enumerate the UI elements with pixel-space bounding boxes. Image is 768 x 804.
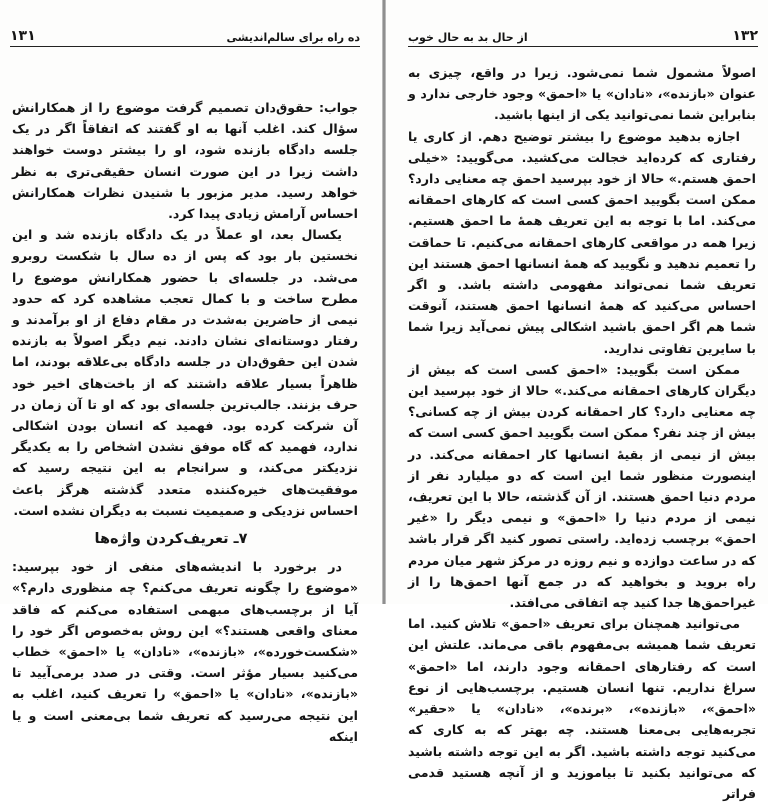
paragraph: ممکن است بگویید: «احمق کسی است که بیش از دیگران کارهای احمقانه می‌کند.» حالا از خود بپرسید این چه معنایی دارد؟ کار احمقانه کردن بیش از چه کسانی؟ بیش از چند نفر؟ ممکن است بگویید احمق کسی است که بیش از نیمی از بقیهٔ انسانها کار احمقانه می‌کند. در اینصورت منظور شما این است که دو میلیارد نفر از مردم دنیا احمق هستند. از آن گذشته، حالا با این تعریف، نیمی از مردم دنیا را «احمق» و نیمی دیگر را «غیر احمق» برچسب زده‌اید. راستی تصور کنید اگر قرار باشد که در ساعت دوازده و نیم روزه در مرکز شهر میان مردم راه بروید و بخواهید که در جمع آنها احمق‌ها را از غیراحمق‌ها جدا کنید چه اتفاقی می‌افتد. xyxy=(408,361,756,611)
paragraph: یکسال بعد، او عملاً در یک دادگاه بازنده شد و این نخستین بار بود که پس از ده سال با شکست روبرو می‌شد. در جلسه‌ای با حضور همکارانش موضوع را مطرح ساخت و با کمال تعجب مشاهده کرد که حدود نیمی از حاضرین به‌شدت در مقام دفاع از او برآمدند و رفتار دوستانه‌ای نشان دادند. نیم دیگر اصولاً به بازنده شدن این حقوق‌دان در جلسه دادگاه بی‌علاقه بودند، اما ظاهراً بسیار علاقه داشتند که از باخت‌های اخیر خود حرف بزنند. جالب‌ترین جلسه‌ای بود که او تا آن زمان در آن شرکت کرده بود. فهمید که انسان بودن اشکالی ندارد، فهمید که گاه موفق نشدن اشخاص را به یکدیگر نزدیکتر می‌کند، و سرانجام به این نتیجه رسید که موفقیت‌های خیره‌کننده متعدد گذشته هرگز باعث احساس نزدیکی و صمیمیت نسبت به دیگران نشده است. xyxy=(12,227,358,518)
paragraph: اصولاً مشمول شما نمی‌شود. زیرا در واقع، چیزی به عنوان «بازنده»، «نادان» یا «احمق» وجود خارجی ندارد و بنابراین شما نمی‌توانید یکی از اینها باشید. xyxy=(408,65,756,123)
page-number: ۱۳۲ xyxy=(732,28,758,44)
paragraph: جواب: حقوق‌دان تصمیم گرفت موضوع را از همکارانش سؤال کند. اغلب آنها به او گفتند که اتفاقاً اگر در یک جلسه دادگاه بازنده شود، او را بیشتر دوست خواهند داشت زیرا در این صورت انسان حقیقی‌تری به نظر خواهد رسید. مدیر مزبور با شنیدن نظرات همکارانش احساس آرامش زیادی پیدا کرد. xyxy=(12,100,358,222)
page-number: ۱۳۱ xyxy=(10,28,36,44)
left-page-header xyxy=(10,22,360,47)
paragraph: می‌توانید همچنان برای تعریف «احمق» تلاش کنید. اما تعریف شما همیشه بی‌مفهوم باقی می‌ماند. علتش این است که رفتارهای احمقانه وجود دارند، اما «احمق» سراغ نداریم. تنها انسان هستیم. برچسب‌هایی از نوع «احمق»، «بازنده»، «برنده»، «نادان» یا «حقیر» تجربه‌هایی بی‌معنا هستند. چه بهتر که به کاری که می‌کنید توجه داشته باشید. اگر به این توجه داشته باشید که می‌توانید بکنید تا بیاموزید و از آنچه هستید قدمی فراتر xyxy=(408,616,756,801)
right-page xyxy=(386,0,768,801)
left-page-body xyxy=(12,97,358,744)
left-page xyxy=(0,0,382,744)
running-title: از حال بد به حال خوب xyxy=(408,31,528,44)
section-heading: ۷ـ تعریف‌کردن واژه‌ها xyxy=(94,531,248,548)
right-page-body xyxy=(408,62,756,801)
right-page-header xyxy=(408,22,758,47)
paragraph: اجازه بدهید موضوع را بیشتر توضیح دهم. از کاری یا رفتاری که کرده‌اید خجالت می‌کشید. می‌گویید: «خیلی احمق هستم.» حالا از خود بپرسید احمق چه معنایی دارد؟ ممکن است بگویید احمق کسی است که کارهای احمقانه می‌کند. اما با توجه به این تعریف همهٔ ما احمق هستیم. زیرا همه در مواقعی کارهای احمقانه می‌کنیم. تا حماقت را تعمیم ندهید و نگویید که همهٔ انسانها احمق هستند این تعریف شما نمی‌تواند مفهومی داشته باشد. و اگر احساس می‌کنید که همهٔ انسانها احمق هستند، آنوقت شما هم اگر احمق باشید اشکالی پیش نمی‌آید زیرا شما با سایرین تفاوتی ندارید. xyxy=(408,128,756,356)
running-title: ده راه برای سالم‌اندیشی xyxy=(226,31,360,44)
paragraph: در برخورد با اندیشه‌های منفی از خود بپرسید: «موضوع را چگونه تعریف می‌کنم؟ چه منظوری دارم؟» آیا از برچسب‌های مبهمی استفاده می‌کنم که فاقد معنای واقعی هستند؟» این روش به‌خصوص اگر خود را «شکست‌خورده»، «بازنده»، «نادان» یا «احمق» خطاب می‌کنید بسیار مؤثر است. وقتی در صدد برمی‌آیید تا «بازنده»، «نادان» یا «احمق» را تعریف کنید، اغلب به این نتیجه می‌رسید که تعریف شما بی‌معنی است و یا اینکه xyxy=(12,559,358,744)
